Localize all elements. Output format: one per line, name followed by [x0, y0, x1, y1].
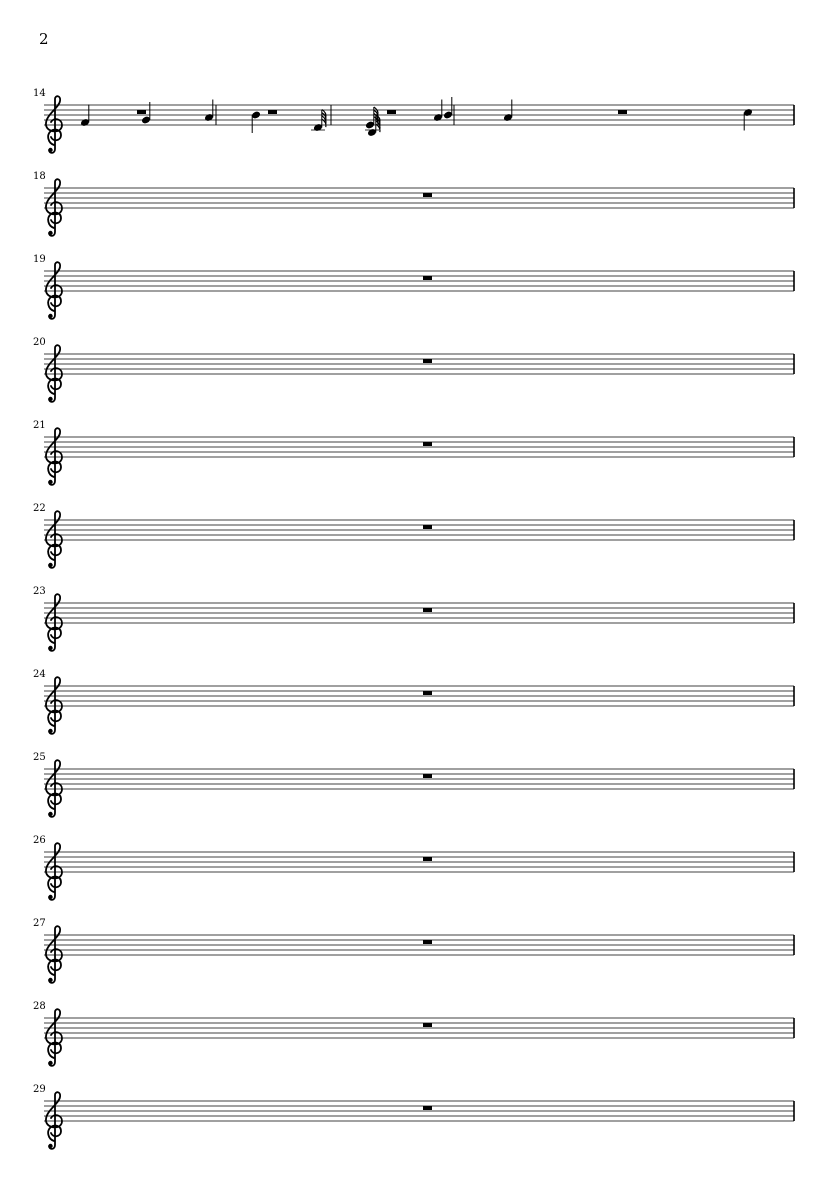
staff-lines: [44, 852, 794, 872]
whole-rest-icon: [423, 442, 432, 446]
staff-lines: [44, 188, 794, 208]
measure-number: 19: [33, 254, 46, 265]
whole-rest-icon: [423, 276, 432, 280]
note: [80, 105, 90, 128]
whole-rest-icon: [423, 193, 432, 197]
note: [433, 100, 443, 123]
measure-number: 27: [33, 918, 46, 929]
measure-number: 25: [33, 752, 46, 763]
staff-lines: [44, 1101, 794, 1121]
measure-number: 22: [33, 503, 46, 514]
staff-lines: [44, 354, 794, 374]
whole-rest-icon: [423, 774, 432, 778]
page-number: 2: [39, 30, 49, 48]
staff-lines: [44, 105, 794, 125]
whole-rest-icon: [137, 110, 146, 114]
measure-number: 24: [33, 669, 46, 680]
whole-rest-icon: [423, 608, 432, 612]
staff-lines: [44, 769, 794, 789]
staff-lines: [44, 686, 794, 706]
note: [311, 110, 326, 133]
note: [503, 100, 513, 123]
measure-number: 28: [33, 1001, 46, 1012]
staff-lines: [44, 437, 794, 457]
whole-rest-icon: [423, 691, 432, 695]
whole-rest-icon: [423, 1023, 432, 1027]
whole-rest-icon: [423, 525, 432, 529]
whole-rest-icon: [423, 940, 432, 944]
staff-lines: [44, 520, 794, 540]
note: [443, 97, 453, 120]
measure-number: 18: [33, 171, 46, 182]
measure-number: 26: [33, 835, 46, 846]
whole-rest-icon: [423, 359, 432, 363]
measure-number: 21: [33, 420, 46, 431]
whole-rest-icon: [423, 1106, 432, 1110]
measure-number: 23: [33, 586, 46, 597]
staff-lines: [44, 603, 794, 623]
measure-number: 29: [33, 1084, 46, 1095]
whole-rest-icon: [423, 857, 432, 861]
staff-lines: [44, 935, 794, 955]
measure-number: 14: [33, 88, 46, 99]
note: [743, 108, 753, 131]
whole-rest-icon: [268, 110, 277, 114]
note: [204, 100, 214, 123]
note: [251, 110, 261, 133]
whole-rest-icon: [387, 110, 396, 114]
measure-number: 20: [33, 337, 46, 348]
staff-lines: [44, 271, 794, 291]
whole-rest-icon: [618, 110, 627, 114]
staff-lines: [44, 1018, 794, 1038]
